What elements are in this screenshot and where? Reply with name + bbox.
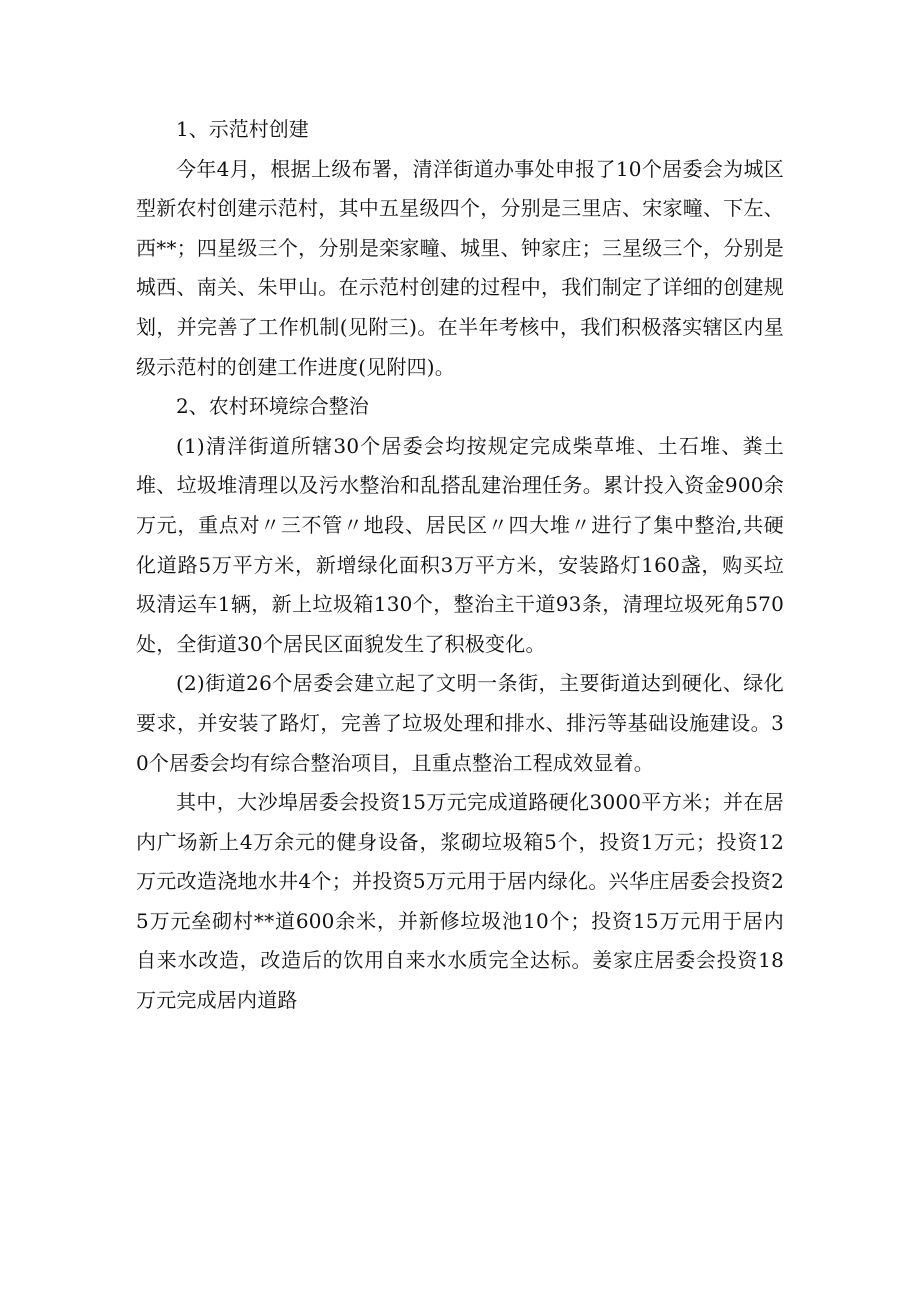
section-heading-model-village: 1、示范村创建 bbox=[176, 117, 309, 141]
paragraph-examples: 其中，大沙埠居委会投资15万元完成道路硬化3000平方米；并在居内广场新上4万余元的健身设备，浆砌垃圾箱5个，投资1万元；投资12万元改造浇地水井4个；并投资5万元用于居内绿化。兴华庄居委会投资25万元垒砌村**道600余米，并新修垃圾池10个；投资15万元用于居内自来水改造，改造后的饮用自来水水质完全达标。姜家庄居委会投资18万元完成居内道路 bbox=[136, 790, 784, 1013]
paragraph-environment-1: (1)清洋街道所辖30个居委会均按规定完成柴草堆、土石堆、粪土堆、垃圾堆清理以及污水整治和乱搭乱建治理任务。累计投入资金900余万元，重点对〃三不管〃地段、居民区〃四大堆〃进行了集中整治,共硬化道路5万平方米，新增绿化面积3万平方米，安装路灯160盏，购买垃圾清运车1辆，新上垃圾箱130个，整治主干道93条，清理垃圾死角570处，全街道30个居民区面貌发生了积极变化。 bbox=[136, 433, 784, 656]
document-body bbox=[136, 110, 784, 1021]
paragraph-model-village: 今年4月，根据上级布署，清洋街道办事处申报了10个居委会为城区型新农村创建示范村，其中五星级四个，分别是三里店、宋家疃、下左、西**；四星级三个，分别是栾家疃、城里、钟家庄；三星级三个，分别是城西、南关、朱甲山。在示范村创建的过程中，我们制定了详细的创建规划，并完善了工作机制(见附三)。在半年考核中，我们积极落实辖区内星级示范村的创建工作进度(见附四)。 bbox=[136, 156, 784, 379]
paragraph-environment-2: (2)街道26个居委会建立起了文明一条街，主要街道达到硬化、绿化要求，并安装了路灯，完善了垃圾处理和排水、排污等基础设施建设。30个居委会均有综合整治项目，且重点整治工程成效显着。 bbox=[136, 671, 784, 775]
section-heading-environment: 2、农村环境综合整治 bbox=[176, 394, 369, 419]
